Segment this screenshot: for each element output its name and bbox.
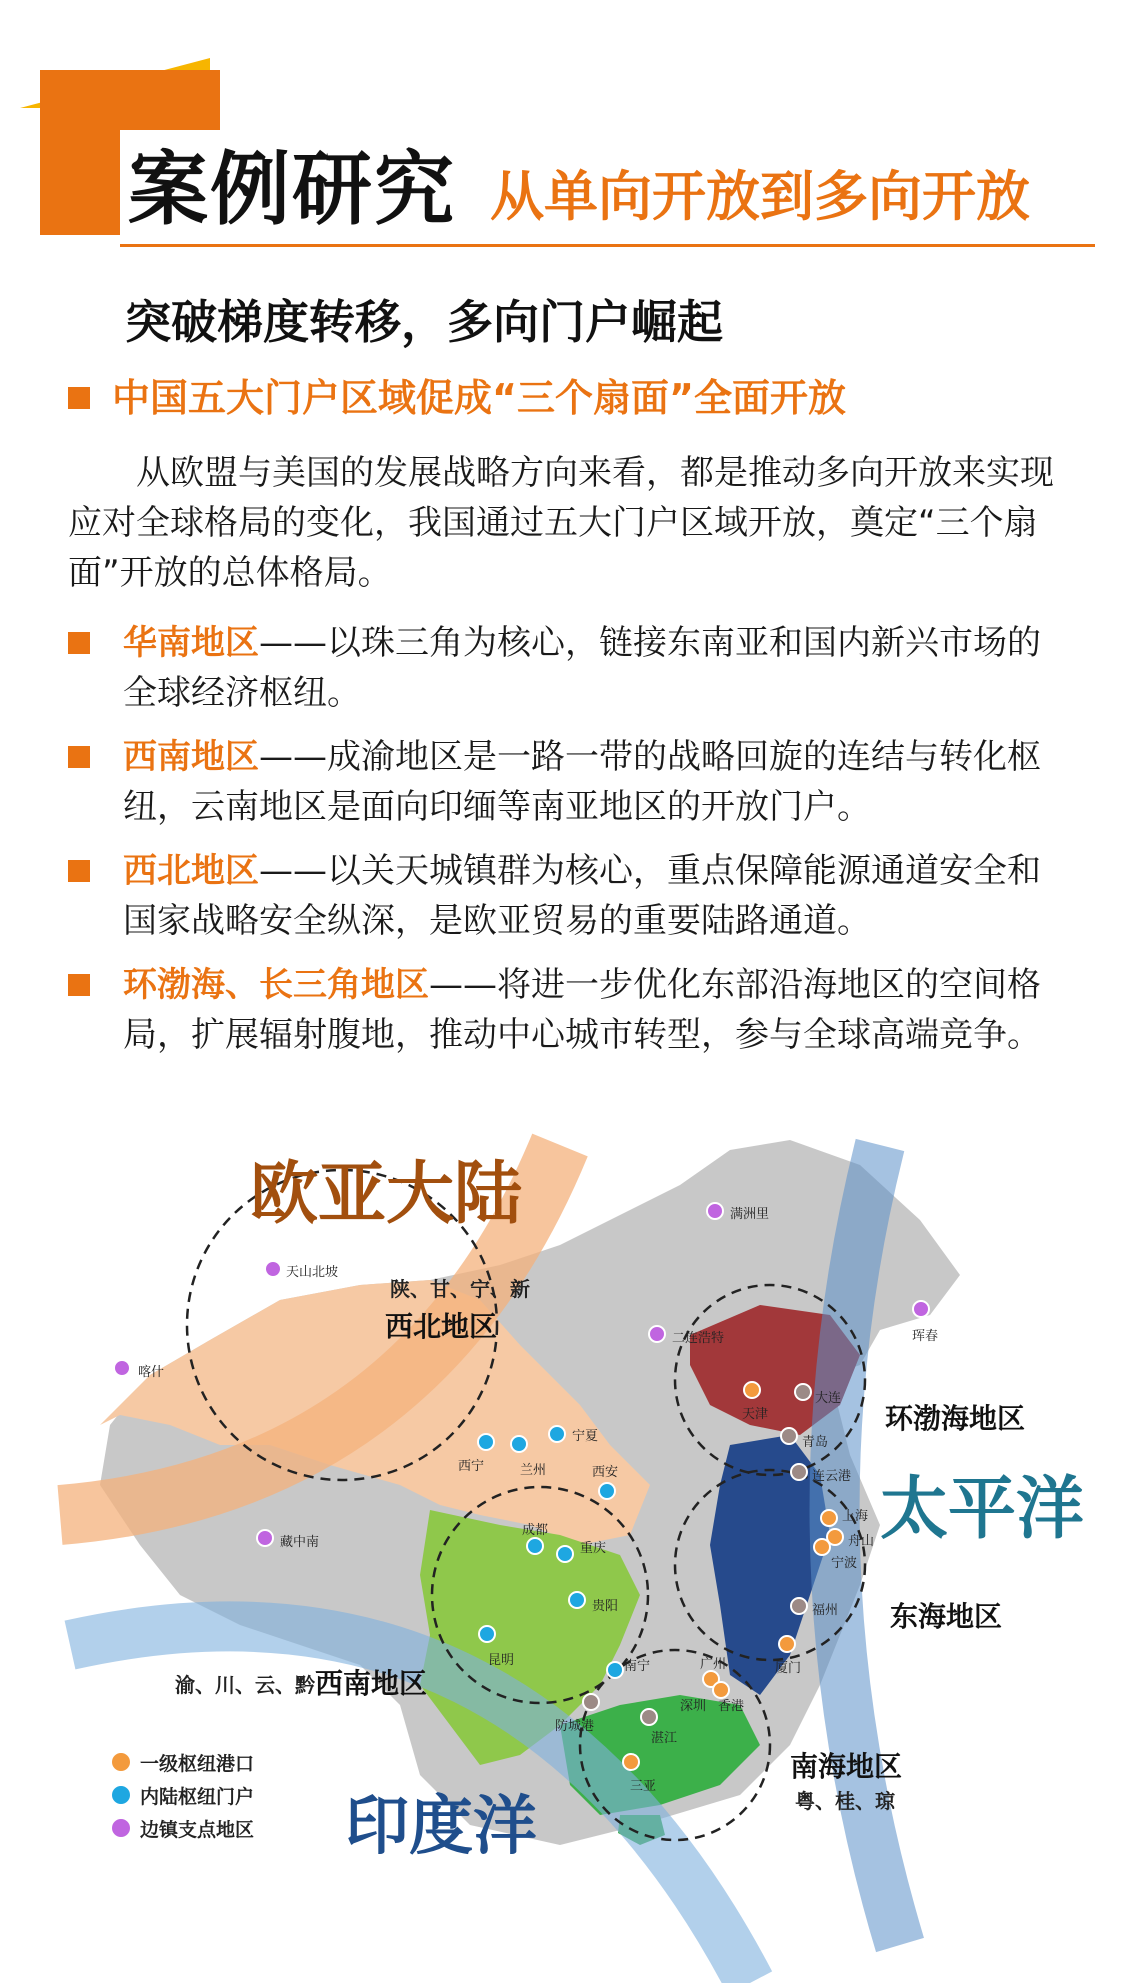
city-label: 喀什: [138, 1365, 165, 1380]
page-title: 案例研究: [128, 143, 456, 236]
city-label: 广州: [700, 1657, 727, 1672]
subheading-bullet: [68, 387, 90, 409]
city-label: 重庆: [580, 1541, 607, 1556]
intro-paragraph: 从欧盟与美国的发展战略方向来看，都是推动多向开放来实现应对全球格局的变化，我国通过五大门户区域开放，奠定“三个扇面”开放的总体格局。: [68, 453, 1054, 593]
border-node-dot: [912, 1300, 930, 1318]
item-text: ——以关天城镇群为核心，重点保障能源通道安全和国家战略安全纵深，是欧亚贸易的重要陆路通道。: [123, 851, 1041, 941]
city-label: 贵阳: [592, 1599, 619, 1614]
legend-label-border: 边镇支点地区: [140, 1819, 255, 1841]
list-item: [123, 846, 1063, 946]
city-label: 厦门: [775, 1661, 802, 1676]
city-label: 深圳: [680, 1699, 707, 1714]
inland-gateway-dot: [477, 1433, 495, 1451]
subheading: 中国五大门户区域促成“三个扇面”全面开放: [112, 376, 846, 420]
inland-gateway-dot: [478, 1625, 496, 1643]
south-provinces: 粤、桂、琼: [795, 1789, 895, 1813]
inland-gateway-dot: [606, 1661, 624, 1679]
inland-gateway-dot: [526, 1537, 544, 1555]
item-keyword: 华南地区: [123, 623, 259, 663]
port-dot: [813, 1538, 831, 1556]
east-label: 东海地区: [890, 1600, 1003, 1633]
city-label: 兰州: [520, 1463, 547, 1478]
inland-gateway-dot: [548, 1425, 566, 1443]
port-dot: [622, 1753, 640, 1771]
header-divider: [120, 244, 1095, 247]
pacific-label: 太平洋: [880, 1470, 1085, 1549]
city-label: 福州: [812, 1603, 839, 1618]
city-label: 三亚: [630, 1779, 657, 1794]
port-dot: [790, 1463, 808, 1481]
city-label: 昆明: [488, 1653, 515, 1668]
border-node-dot: [648, 1325, 666, 1343]
port-dot: [640, 1708, 658, 1726]
city-label: 宁夏: [572, 1429, 599, 1444]
city-label: 香港: [718, 1699, 745, 1714]
inland-gateway-dot: [568, 1591, 586, 1609]
item-text: ——以珠三角为核心，链接东南亚和国内新兴市场的全球经济枢纽。: [123, 623, 1041, 713]
city-label: 西安: [592, 1465, 619, 1480]
port-dot: [582, 1693, 600, 1711]
legend-swatch-border: [112, 1819, 130, 1837]
port-dot: [778, 1635, 796, 1653]
indian-ocean-label: 印度洋: [345, 1790, 537, 1864]
inland-gateway-dot: [510, 1435, 528, 1453]
border-node-dot: [113, 1359, 131, 1377]
city-label: 成都: [522, 1523, 549, 1538]
item-bullet: [68, 860, 90, 882]
city-label: 宁波: [831, 1556, 858, 1571]
city-label: 湛江: [651, 1731, 678, 1746]
border-node-dot: [256, 1529, 274, 1547]
eurasia-label: 欧亚大陆: [250, 1155, 523, 1234]
city-label: 防城港: [555, 1719, 595, 1734]
city-label: 藏中南: [280, 1535, 320, 1550]
section-title: 突破梯度转移，多向门户崛起: [125, 295, 723, 349]
city-label: 珲春: [912, 1329, 939, 1344]
city-label: 西宁: [458, 1459, 485, 1474]
list-item: [123, 960, 1063, 1060]
city-label: 天津: [742, 1407, 769, 1422]
item-keyword: 西北地区: [123, 851, 259, 891]
city-label: 二连浩特: [672, 1331, 725, 1346]
port-dot: [780, 1427, 798, 1445]
legend-label-port: 一级枢纽港口: [140, 1753, 255, 1775]
legend-label-inland: 内陆枢纽门户: [140, 1786, 255, 1808]
port-dot: [820, 1509, 838, 1527]
city-label: 满洲里: [730, 1207, 770, 1222]
china-gateway-map: [0, 1125, 1125, 1983]
inland-gateway-dot: [598, 1482, 616, 1500]
southwest-provinces: 渝、川、云、黔: [175, 1673, 315, 1697]
list-item: [123, 732, 1063, 832]
city-label: 舟山: [848, 1534, 875, 1549]
border-node-dot: [706, 1202, 724, 1220]
item-keyword: 西南地区: [123, 737, 259, 777]
legend-swatch-port: [112, 1753, 130, 1771]
south-label: 南海地区: [790, 1750, 903, 1783]
city-label: 大连: [815, 1391, 842, 1406]
city-label: 上海: [842, 1509, 869, 1524]
inland-gateway-dot: [556, 1545, 574, 1563]
border-node-dot: [264, 1260, 282, 1278]
item-bullet: [68, 746, 90, 768]
city-label: 连云港: [812, 1469, 852, 1484]
port-dot: [794, 1383, 812, 1401]
item-text: ——成渝地区是一路一带的战略回旋的连结与转化枢纽，云南地区是面向印缅等南亚地区的开放门户。: [123, 737, 1041, 827]
page-subtitle: 从单向开放到多向开放: [490, 165, 1030, 228]
item-keyword: 环渤海、长三角地区: [123, 965, 429, 1005]
list-item: [123, 618, 1063, 718]
item-bullet: [68, 974, 90, 996]
northwest-provinces: 陕、甘、宁、新: [390, 1277, 530, 1301]
city-label: 青岛: [802, 1435, 829, 1450]
southwest-label: 西南地区: [315, 1667, 428, 1700]
city-label: 天山北坡: [286, 1265, 339, 1280]
port-dot: [743, 1381, 761, 1399]
item-bullet: [68, 632, 90, 654]
city-label: 南宁: [624, 1659, 651, 1674]
legend-swatch-inland: [112, 1786, 130, 1804]
bohai-label: 环渤海地区: [885, 1402, 1026, 1435]
item-text: ——将进一步优化东部沿海地区的空间格局，扩展辐射腹地，推动中心城市转型，参与全球高端竞争。: [123, 965, 1041, 1055]
port-dot: [790, 1597, 808, 1615]
northwest-label: 西北地区: [385, 1310, 498, 1343]
